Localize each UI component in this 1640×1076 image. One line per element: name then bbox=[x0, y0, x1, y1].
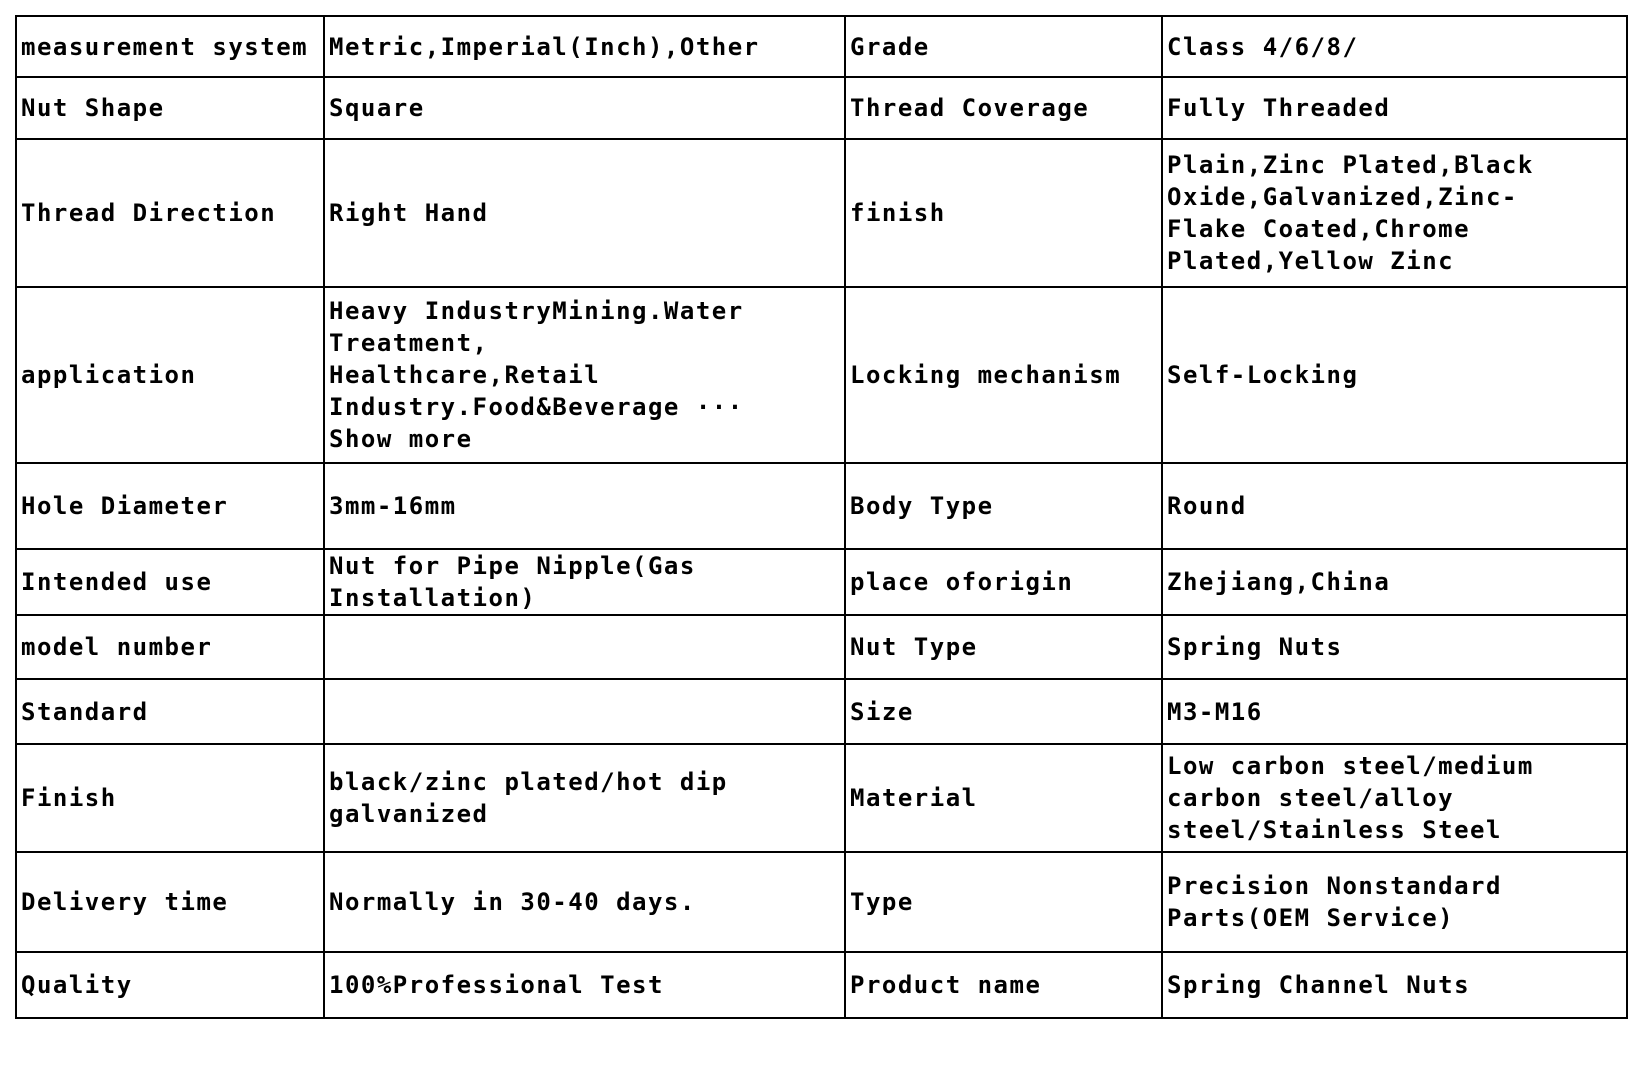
spec-label: Quality bbox=[16, 952, 324, 1018]
spec-value: Spring Channel Nuts bbox=[1162, 952, 1627, 1018]
spec-value: Class 4/6/8/ bbox=[1162, 16, 1627, 77]
table-row bbox=[16, 287, 1627, 463]
spec-value: Normally in 30-40 days. bbox=[324, 852, 845, 952]
spec-label: model number bbox=[16, 615, 324, 679]
table-row bbox=[16, 16, 1627, 77]
spec-label: measurement system bbox=[16, 16, 324, 77]
spec-label: Nut Shape bbox=[16, 77, 324, 139]
spec-value: Heavy IndustryMining.Water Treatment, Healthcare,Retail Industry.Food&Beverage ··· Show more bbox=[324, 287, 845, 463]
table-row bbox=[16, 679, 1627, 744]
table-row bbox=[16, 77, 1627, 139]
spec-label: Finish bbox=[16, 744, 324, 852]
table-row bbox=[16, 952, 1627, 1018]
spec-label: finish bbox=[845, 139, 1162, 287]
table-row bbox=[16, 744, 1627, 852]
table-row bbox=[16, 852, 1627, 952]
table-row bbox=[16, 463, 1627, 549]
specification-table bbox=[15, 15, 1628, 1019]
spec-label: application bbox=[16, 287, 324, 463]
spec-label: place oforigin bbox=[845, 549, 1162, 615]
spec-value: Metric,Imperial(Inch),Other bbox=[324, 16, 845, 77]
spec-value: Right Hand bbox=[324, 139, 845, 287]
spec-label: Type bbox=[845, 852, 1162, 952]
spec-value bbox=[324, 679, 845, 744]
spec-value: Nut for Pipe Nipple(Gas Installation) bbox=[324, 549, 845, 615]
spec-label: Delivery time bbox=[16, 852, 324, 952]
spec-label: Grade bbox=[845, 16, 1162, 77]
spec-value bbox=[324, 615, 845, 679]
spec-label: Thread Coverage bbox=[845, 77, 1162, 139]
spec-value: Plain,Zinc Plated,Black Oxide,Galvanized,Zinc- Flake Coated,Chrome Plated,Yellow Zinc bbox=[1162, 139, 1627, 287]
spec-value: black/zinc plated/hot dip galvanized bbox=[324, 744, 845, 852]
spec-label: Nut Type bbox=[845, 615, 1162, 679]
spec-value: Square bbox=[324, 77, 845, 139]
spec-value: Self-Locking bbox=[1162, 287, 1627, 463]
table-row bbox=[16, 139, 1627, 287]
spec-label: Body Type bbox=[845, 463, 1162, 549]
spec-value: Round bbox=[1162, 463, 1627, 549]
spec-value: Fully Threaded bbox=[1162, 77, 1627, 139]
spec-value: M3-M16 bbox=[1162, 679, 1627, 744]
spec-label: Intended use bbox=[16, 549, 324, 615]
table-row bbox=[16, 549, 1627, 615]
spec-label: Size bbox=[845, 679, 1162, 744]
spec-value: Zhejiang,China bbox=[1162, 549, 1627, 615]
spec-label: Standard bbox=[16, 679, 324, 744]
spec-label: Thread Direction bbox=[16, 139, 324, 287]
spec-value: Spring Nuts bbox=[1162, 615, 1627, 679]
spec-value: Precision Nonstandard Parts(OEM Service) bbox=[1162, 852, 1627, 952]
table-row bbox=[16, 615, 1627, 679]
spec-value: 3mm-16mm bbox=[324, 463, 845, 549]
spec-label: Product name bbox=[845, 952, 1162, 1018]
spec-value: 100%Professional Test bbox=[324, 952, 845, 1018]
spec-label: Hole Diameter bbox=[16, 463, 324, 549]
spec-label: Locking mechanism bbox=[845, 287, 1162, 463]
spec-value: Low carbon steel/medium carbon steel/alloy steel/Stainless Steel bbox=[1162, 744, 1627, 852]
spec-label: Material bbox=[845, 744, 1162, 852]
